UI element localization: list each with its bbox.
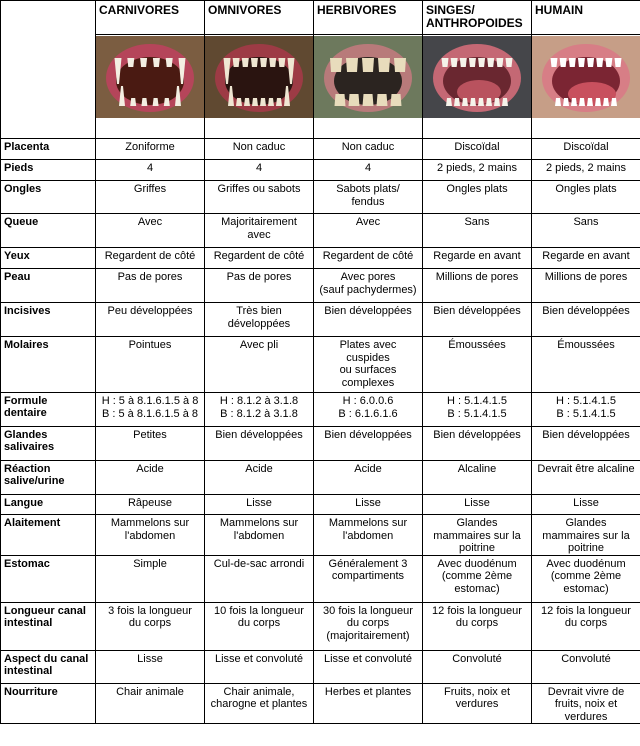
table-cell: Mammelons sur l'abdomen	[205, 515, 314, 556]
table-cell: Convoluté	[532, 650, 640, 683]
table-cell: Avec	[96, 214, 205, 248]
table-cell: Sans	[423, 214, 532, 248]
table-cell: 4	[96, 160, 205, 181]
table-cell: Ongles plats	[532, 181, 640, 214]
table-cell: Bien développées	[314, 427, 423, 461]
table-cell: Non caduc	[205, 139, 314, 160]
human-teeth-photo	[532, 36, 640, 118]
table-cell: Avec duodénum (comme 2ème estomac)	[423, 555, 532, 602]
table-cell: Discoïdal	[532, 139, 640, 160]
row-label: Glandes salivaires	[1, 427, 96, 461]
table-cell: H : 5.1.4.1.5 B : 5.1.4.1.5	[423, 393, 532, 427]
herbivore-photo-cell	[314, 35, 423, 139]
table-cell: Majoritairement avec	[205, 214, 314, 248]
table-row	[1, 337, 640, 393]
table-cell: Non caduc	[314, 139, 423, 160]
table-cell: Râpeuse	[96, 495, 205, 515]
table-cell: Glandes mammaires sur la poitrine	[532, 515, 640, 556]
table-cell: 10 fois la longueur du corps	[205, 602, 314, 650]
row-label: Ongles	[1, 181, 96, 214]
table-cell: Pas de pores	[96, 269, 205, 303]
table-cell: Lisse	[96, 650, 205, 683]
omnivore-photo-cell	[205, 35, 314, 139]
table-cell: Lisse	[205, 495, 314, 515]
table-cell: Zoniforme	[96, 139, 205, 160]
table-cell: Fruits, noix et verdures	[423, 683, 532, 724]
table-cell: Regardent de côté	[314, 248, 423, 269]
table-cell: 30 fois la longueur du corps (majoritairement)	[314, 602, 423, 650]
table-cell: H : 6.0.0.6 B : 6.1.6.1.6	[314, 393, 423, 427]
table-row	[1, 461, 640, 495]
herbivore-teeth-photo	[314, 36, 422, 118]
table-row	[1, 269, 640, 303]
row-label: Langue	[1, 495, 96, 515]
header-row	[1, 1, 640, 35]
table-row	[1, 214, 640, 248]
table-cell: Regardent de côté	[96, 248, 205, 269]
photo-row	[1, 35, 640, 139]
row-label: Longueur canal intestinal	[1, 602, 96, 650]
human-photo-cell	[532, 35, 640, 139]
table-cell: H : 5 à 8.1.6.1.5 à 8 B : 5 à 8.1.6.1.5 à 8	[96, 393, 205, 427]
table-row	[1, 555, 640, 602]
table-cell: Généralement 3 compartiments	[314, 555, 423, 602]
table-cell: Lisse	[314, 495, 423, 515]
table-cell: Pas de pores	[205, 269, 314, 303]
table-cell: Devrait vivre de fruits, noix et verdures	[532, 683, 640, 724]
table-cell: Acide	[96, 461, 205, 495]
table-cell: Bien développées	[532, 303, 640, 337]
ape-teeth-photo	[423, 36, 531, 118]
table-cell: 12 fois la longueur du corps	[423, 602, 532, 650]
table-cell: Millions de pores	[532, 269, 640, 303]
column-header-herbivores: HERBIVORES	[314, 1, 423, 35]
table-cell: Lisse et convoluté	[314, 650, 423, 683]
row-label: Nourriture	[1, 683, 96, 724]
column-header-omnivores: OMNIVORES	[205, 1, 314, 35]
table-cell: Chair animale	[96, 683, 205, 724]
table-cell: Plates avec cuspides ou surfaces complexes	[314, 337, 423, 393]
table-row	[1, 303, 640, 337]
table-cell: Avec	[314, 214, 423, 248]
table-cell: Acide	[205, 461, 314, 495]
row-label: Formule dentaire	[1, 393, 96, 427]
table-row	[1, 248, 640, 269]
table-cell: Petites	[96, 427, 205, 461]
carnivore-photo-cell	[96, 35, 205, 139]
table-cell: 3 fois la longueur du corps	[96, 602, 205, 650]
table-row	[1, 515, 640, 556]
row-label: Réaction salive/urine	[1, 461, 96, 495]
table-cell: Glandes mammaires sur la poitrine	[423, 515, 532, 556]
column-header-humain: HUMAIN	[532, 1, 640, 35]
table-cell: Bien développées	[205, 427, 314, 461]
table-cell: Avec pli	[205, 337, 314, 393]
table-cell: Griffes	[96, 181, 205, 214]
table-cell: 2 pieds, 2 mains	[532, 160, 640, 181]
row-label: Aspect du canal intestinal	[1, 650, 96, 683]
table-cell: Griffes ou sabots	[205, 181, 314, 214]
table-cell: Peu développées	[96, 303, 205, 337]
table-cell: Regarde en avant	[532, 248, 640, 269]
carnivore-teeth-photo	[96, 36, 204, 118]
table-cell: Sabots plats/ fendus	[314, 181, 423, 214]
table-row	[1, 160, 640, 181]
table-cell: Convoluté	[423, 650, 532, 683]
table-cell: 4	[314, 160, 423, 181]
table-cell: Cul-de-sac arrondi	[205, 555, 314, 602]
table-cell: Bien développées	[314, 303, 423, 337]
table-cell: Émoussées	[532, 337, 640, 393]
table-row	[1, 181, 640, 214]
table-cell: Très bien développées	[205, 303, 314, 337]
table-cell: Regardent de côté	[205, 248, 314, 269]
table-row	[1, 393, 640, 427]
table-cell: Avec duodénum (comme 2ème estomac)	[532, 555, 640, 602]
table-cell: Millions de pores	[423, 269, 532, 303]
row-label: Estomac	[1, 555, 96, 602]
table-cell: Avec pores (sauf pachydermes)	[314, 269, 423, 303]
table-row	[1, 683, 640, 724]
table-cell: Simple	[96, 555, 205, 602]
table-cell: Mammelons sur l'abdomen	[96, 515, 205, 556]
omnivore-teeth-photo	[205, 36, 313, 118]
row-label: Alaitement	[1, 515, 96, 556]
table-cell: Lisse et convoluté	[205, 650, 314, 683]
corner-cell	[1, 1, 96, 139]
column-header-singes: SINGES/ ANTHROPOIDES	[423, 1, 532, 35]
table-cell: H : 5.1.4.1.5 B : 5.1.4.1.5	[532, 393, 640, 427]
row-label: Molaires	[1, 337, 96, 393]
table-row	[1, 602, 640, 650]
table-row	[1, 495, 640, 515]
table-row	[1, 139, 640, 160]
table-cell: Alcaline	[423, 461, 532, 495]
table-cell: 2 pieds, 2 mains	[423, 160, 532, 181]
table-cell: 4	[205, 160, 314, 181]
table-cell: Lisse	[532, 495, 640, 515]
table-cell: Mammelons sur l'abdomen	[314, 515, 423, 556]
row-label: Yeux	[1, 248, 96, 269]
ape-photo-cell	[423, 35, 532, 139]
row-label: Incisives	[1, 303, 96, 337]
table-cell: Lisse	[423, 495, 532, 515]
column-header-carnivores: CARNIVORES	[96, 1, 205, 35]
table-row	[1, 427, 640, 461]
table-cell: Bien développées	[423, 303, 532, 337]
row-label: Placenta	[1, 139, 96, 160]
table-cell: Regarde en avant	[423, 248, 532, 269]
table-cell: Devrait être alcaline	[532, 461, 640, 495]
table-cell: Bien développées	[532, 427, 640, 461]
table-cell: Ongles plats	[423, 181, 532, 214]
table-cell: Pointues	[96, 337, 205, 393]
table-cell: Sans	[532, 214, 640, 248]
table-row	[1, 650, 640, 683]
table-cell: Chair animale, charogne et plantes	[205, 683, 314, 724]
row-label: Pieds	[1, 160, 96, 181]
row-label: Peau	[1, 269, 96, 303]
table-cell: Discoïdal	[423, 139, 532, 160]
table-cell: Herbes et plantes	[314, 683, 423, 724]
table-cell: Bien développées	[423, 427, 532, 461]
table-cell: H : 8.1.2 à 3.1.8 B : 8.1.2 à 3.1.8	[205, 393, 314, 427]
table-cell: Acide	[314, 461, 423, 495]
row-label: Queue	[1, 214, 96, 248]
table-cell: 12 fois la longueur du corps	[532, 602, 640, 650]
table-cell: Émoussées	[423, 337, 532, 393]
